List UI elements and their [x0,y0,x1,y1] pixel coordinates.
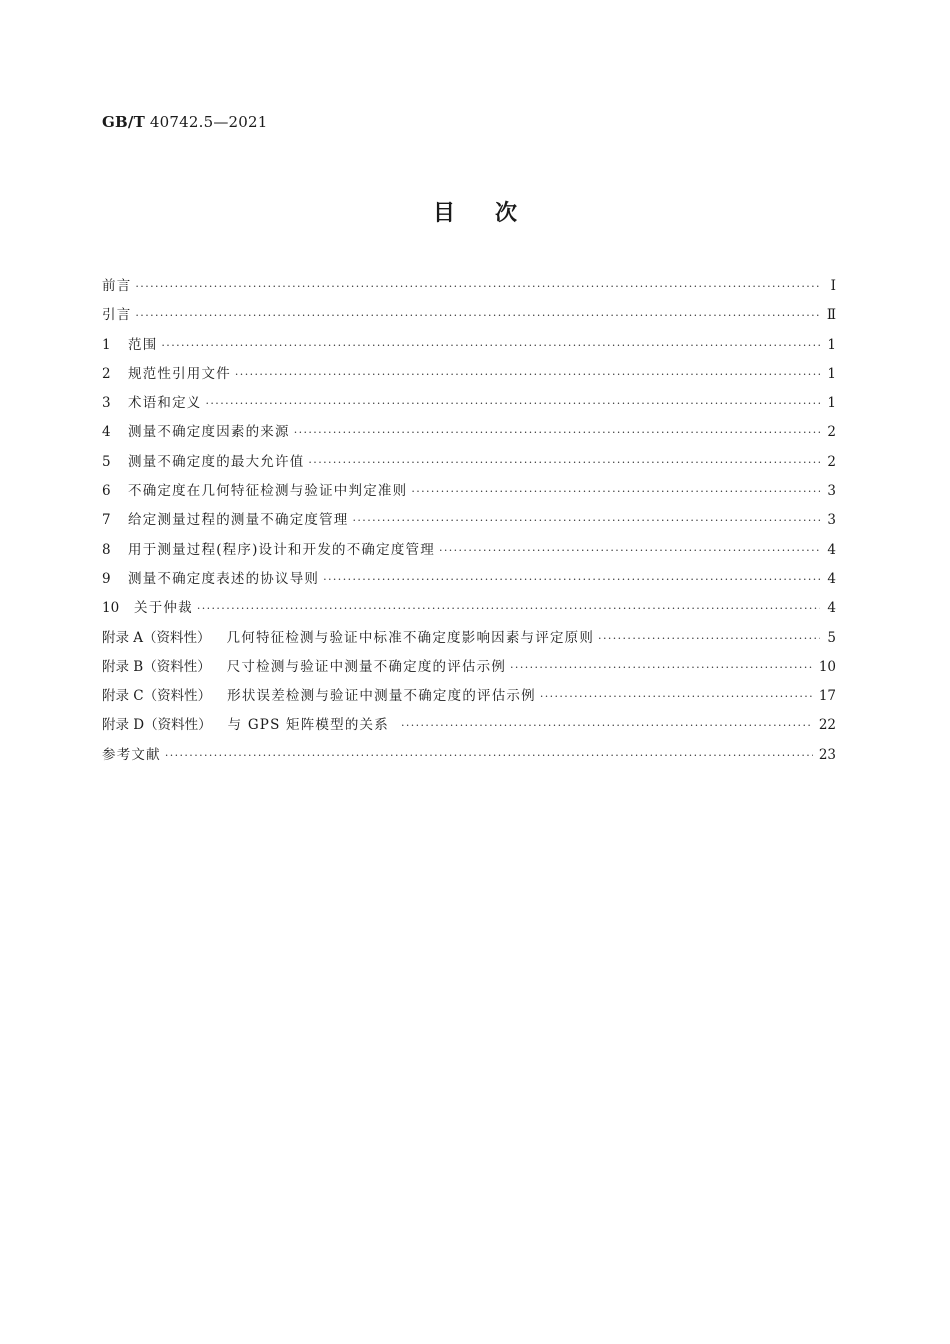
toc-entry-page: 1 [827,395,836,412]
toc-entry-title: 给定测量过程的测量不确定度管理 [128,512,349,529]
toc-dot-leader [135,272,820,301]
table-of-contents [102,272,836,770]
toc-entry-introduction[interactable] [102,301,836,330]
toc-entry-title: 几何特征检测与验证中标准不确定度影响因素与评定原则 [226,629,595,646]
toc-entry-title: 关于仲裁 [134,600,193,617]
toc-entry-section-10[interactable] [102,594,836,623]
toc-dot-leader [540,682,813,711]
standard-header [102,113,268,131]
toc-entry-section-8[interactable] [102,536,836,565]
toc-entry-number: 10 [102,600,120,617]
toc-entry-page: 22 [818,717,836,734]
toc-entry-section-9[interactable] [102,565,836,594]
toc-entry-section-2[interactable] [102,360,836,389]
toc-dot-leader [308,448,820,477]
toc-entry-title: 范围 [128,336,158,353]
toc-dot-leader [510,653,813,682]
toc-entry-page: 4 [827,600,836,617]
toc-dot-leader [135,301,820,330]
toc-entry-page: 4 [827,541,836,558]
toc-entry-section-3[interactable] [102,389,836,418]
toc-entry-number: 4 [102,424,111,441]
toc-dot-leader [197,594,820,623]
toc-entry-title: 前言 [102,278,132,294]
toc-entry-number: 1 [102,336,111,353]
toc-entry-section-1[interactable] [102,331,836,360]
toc-entry-annex-b[interactable] [102,653,836,682]
toc-entry-page: 23 [818,746,836,763]
toc-entry-section-4[interactable] [102,418,836,447]
toc-entry-bibliography[interactable] [102,741,836,770]
standard-number: 40742.5—2021 [149,113,268,131]
toc-entry-page: 10 [818,658,836,675]
toc-entry-page: 2 [827,424,836,441]
toc-entry-page: Ⅱ [826,307,836,324]
toc-dot-leader [598,624,820,653]
toc-entry-page: Ⅰ [830,278,836,294]
toc-entry-section-6[interactable] [102,477,836,506]
toc-entry-title: 参考文献 [102,746,161,763]
toc-entry-number: 8 [102,541,111,558]
toc-entry-title: 尺寸检测与验证中测量不确定度的评估示例 [226,658,507,675]
toc-entry-number: 6 [102,483,111,500]
toc-entry-title: 测量不确定度的最大允许值 [128,453,305,470]
toc-entry-annex-c[interactable] [102,682,836,711]
toc-entry-page: 17 [818,688,836,705]
toc-entry-title: 测量不确定度因素的来源 [128,424,290,441]
toc-entry-number: 9 [102,570,111,587]
toc-dot-leader [206,389,821,418]
toc-entry-section-5[interactable] [102,448,836,477]
toc-entry-page: 1 [827,336,836,353]
toc-entry-page: 2 [827,453,836,470]
toc-dot-leader [353,506,821,535]
toc-entry-number: 附录 A（资料性） [102,629,211,646]
toc-dot-leader [439,536,820,565]
toc-entry-section-7[interactable] [102,506,836,535]
toc-entry-title: 形状误差检测与验证中测量不确定度的评估示例 [227,688,536,705]
toc-entry-annex-a[interactable] [102,624,836,653]
toc-entry-number: 附录 B（资料性） [102,658,211,675]
toc-dot-leader [165,741,813,770]
toc-entry-page: 1 [827,365,836,382]
toc-entry-page: 3 [827,512,836,529]
toc-entry-number: 附录 C（资料性） [102,688,212,705]
toc-entry-number: 附录 D（资料性） [102,717,212,734]
toc-entry-annex-d[interactable] [102,711,836,740]
toc-entry-title: 用于测量过程(程序)设计和开发的不确定度管理 [128,541,435,558]
toc-entry-number: 3 [102,395,111,412]
toc-entry-number: 2 [102,365,111,382]
toc-entry-title: 术语和定义 [128,395,202,412]
toc-dot-leader [401,711,813,740]
toc-entry-foreword[interactable] [102,272,836,301]
toc-dot-leader [411,477,820,506]
toc-dot-leader [235,360,820,389]
toc-entry-title: 不确定度在几何特征检测与验证中判定准则 [128,483,408,500]
toc-entry-page: 4 [827,570,836,587]
toc-entry-number: 7 [102,512,111,529]
toc-entry-title: 引言 [102,307,132,324]
toc-dot-leader [161,331,820,360]
toc-entry-page: 3 [827,483,836,500]
toc-entry-title: 测量不确定度表述的协议导则 [128,570,320,587]
toc-entry-number: 5 [102,453,111,470]
toc-entry-title: 与 GPS 矩阵模型的关系 [227,717,389,734]
toc-entry-title: 规范性引用文件 [128,365,231,382]
toc-dot-leader [294,418,820,447]
toc-entry-page: 5 [827,629,836,646]
toc-title: 目次 [432,201,557,226]
toc-dot-leader [323,565,820,594]
standard-prefix: GB/T [102,113,145,131]
